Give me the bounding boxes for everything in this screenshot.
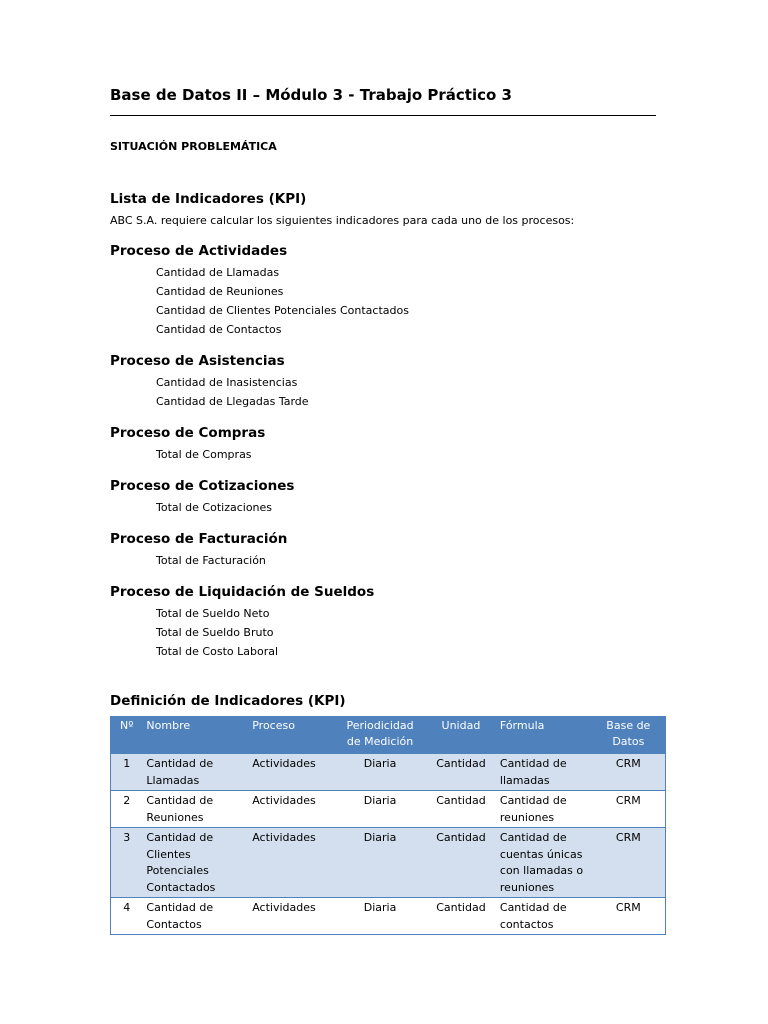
- cell-nombre: Cantidad de Clientes Potenciales Contactados: [142, 828, 248, 898]
- kpi-definitions-table: [110, 716, 666, 935]
- process-heading-asistencias: Proceso de Asistencias: [110, 353, 285, 369]
- cell-nombre: Cantidad de Contactos: [142, 898, 248, 935]
- cell-proceso: Actividades: [248, 791, 334, 828]
- cell-proceso: Actividades: [248, 898, 334, 935]
- cell-base-datos: CRM: [592, 898, 666, 935]
- column-header-formula: Fórmula: [496, 717, 592, 754]
- column-header-unidad: Unidad: [426, 717, 496, 754]
- cell-nombre: Cantidad de Reuniones: [142, 791, 248, 828]
- column-header-periodicidad: Periodicidad de Medición: [334, 717, 426, 754]
- cell-proceso: Actividades: [248, 828, 334, 898]
- column-header-proceso: Proceso: [248, 717, 334, 754]
- cell-proceso: Actividades: [248, 754, 334, 791]
- table-row: [111, 754, 666, 791]
- cell-periodicidad: Diaria: [334, 791, 426, 828]
- cell-base-datos: CRM: [592, 791, 666, 828]
- process-heading-cotizaciones: Proceso de Cotizaciones: [110, 478, 295, 494]
- cell-unidad: Cantidad: [426, 828, 496, 898]
- table-row: [111, 898, 666, 935]
- cell-num: 3: [111, 828, 143, 898]
- table-row: [111, 828, 666, 898]
- cell-periodicidad: Diaria: [334, 754, 426, 791]
- title-divider: [110, 115, 656, 116]
- table-header-row: [111, 717, 666, 754]
- cell-formula: Cantidad de reuniones: [496, 791, 592, 828]
- cell-periodicidad: Diaria: [334, 898, 426, 935]
- process-heading-compras: Proceso de Compras: [110, 425, 266, 441]
- process-heading-liquidacion: Proceso de Liquidación de Sueldos: [110, 584, 375, 600]
- definitions-heading: Definición de Indicadores (KPI): [110, 693, 346, 709]
- table-row: [111, 791, 666, 828]
- cell-nombre: Cantidad de Llamadas: [142, 754, 248, 791]
- cell-num: 1: [111, 754, 143, 791]
- cell-periodicidad: Diaria: [334, 828, 426, 898]
- process-heading-facturacion: Proceso de Facturación: [110, 531, 288, 547]
- cell-unidad: Cantidad: [426, 898, 496, 935]
- column-header-nombre: Nombre: [142, 717, 248, 754]
- cell-unidad: Cantidad: [426, 791, 496, 828]
- cell-formula: Cantidad de llamadas: [496, 754, 592, 791]
- cell-formula: Cantidad de contactos: [496, 898, 592, 935]
- cell-num: 2: [111, 791, 143, 828]
- column-header-num: Nº: [111, 717, 143, 754]
- cell-formula: Cantidad de cuentas únicas con llamadas o reuniones: [496, 828, 592, 898]
- process-heading-actividades: Proceso de Actividades: [110, 243, 288, 259]
- column-header-base-datos: Base de Datos: [592, 717, 666, 754]
- cell-base-datos: CRM: [592, 828, 666, 898]
- cell-num: 4: [111, 898, 143, 935]
- kpi-list-heading: Lista de Indicadores (KPI): [110, 191, 307, 207]
- cell-base-datos: CRM: [592, 754, 666, 791]
- situation-heading: SITUACIÓN PROBLEMÁTICA: [110, 140, 277, 153]
- kpi-list-intro: ABC S.A. requiere calcular los siguientes indicadores para cada uno de los procesos:: [110, 214, 575, 227]
- cell-unidad: Cantidad: [426, 754, 496, 791]
- document-title: Base de Datos II – Módulo 3 - Trabajo Práctico 3: [110, 86, 512, 104]
